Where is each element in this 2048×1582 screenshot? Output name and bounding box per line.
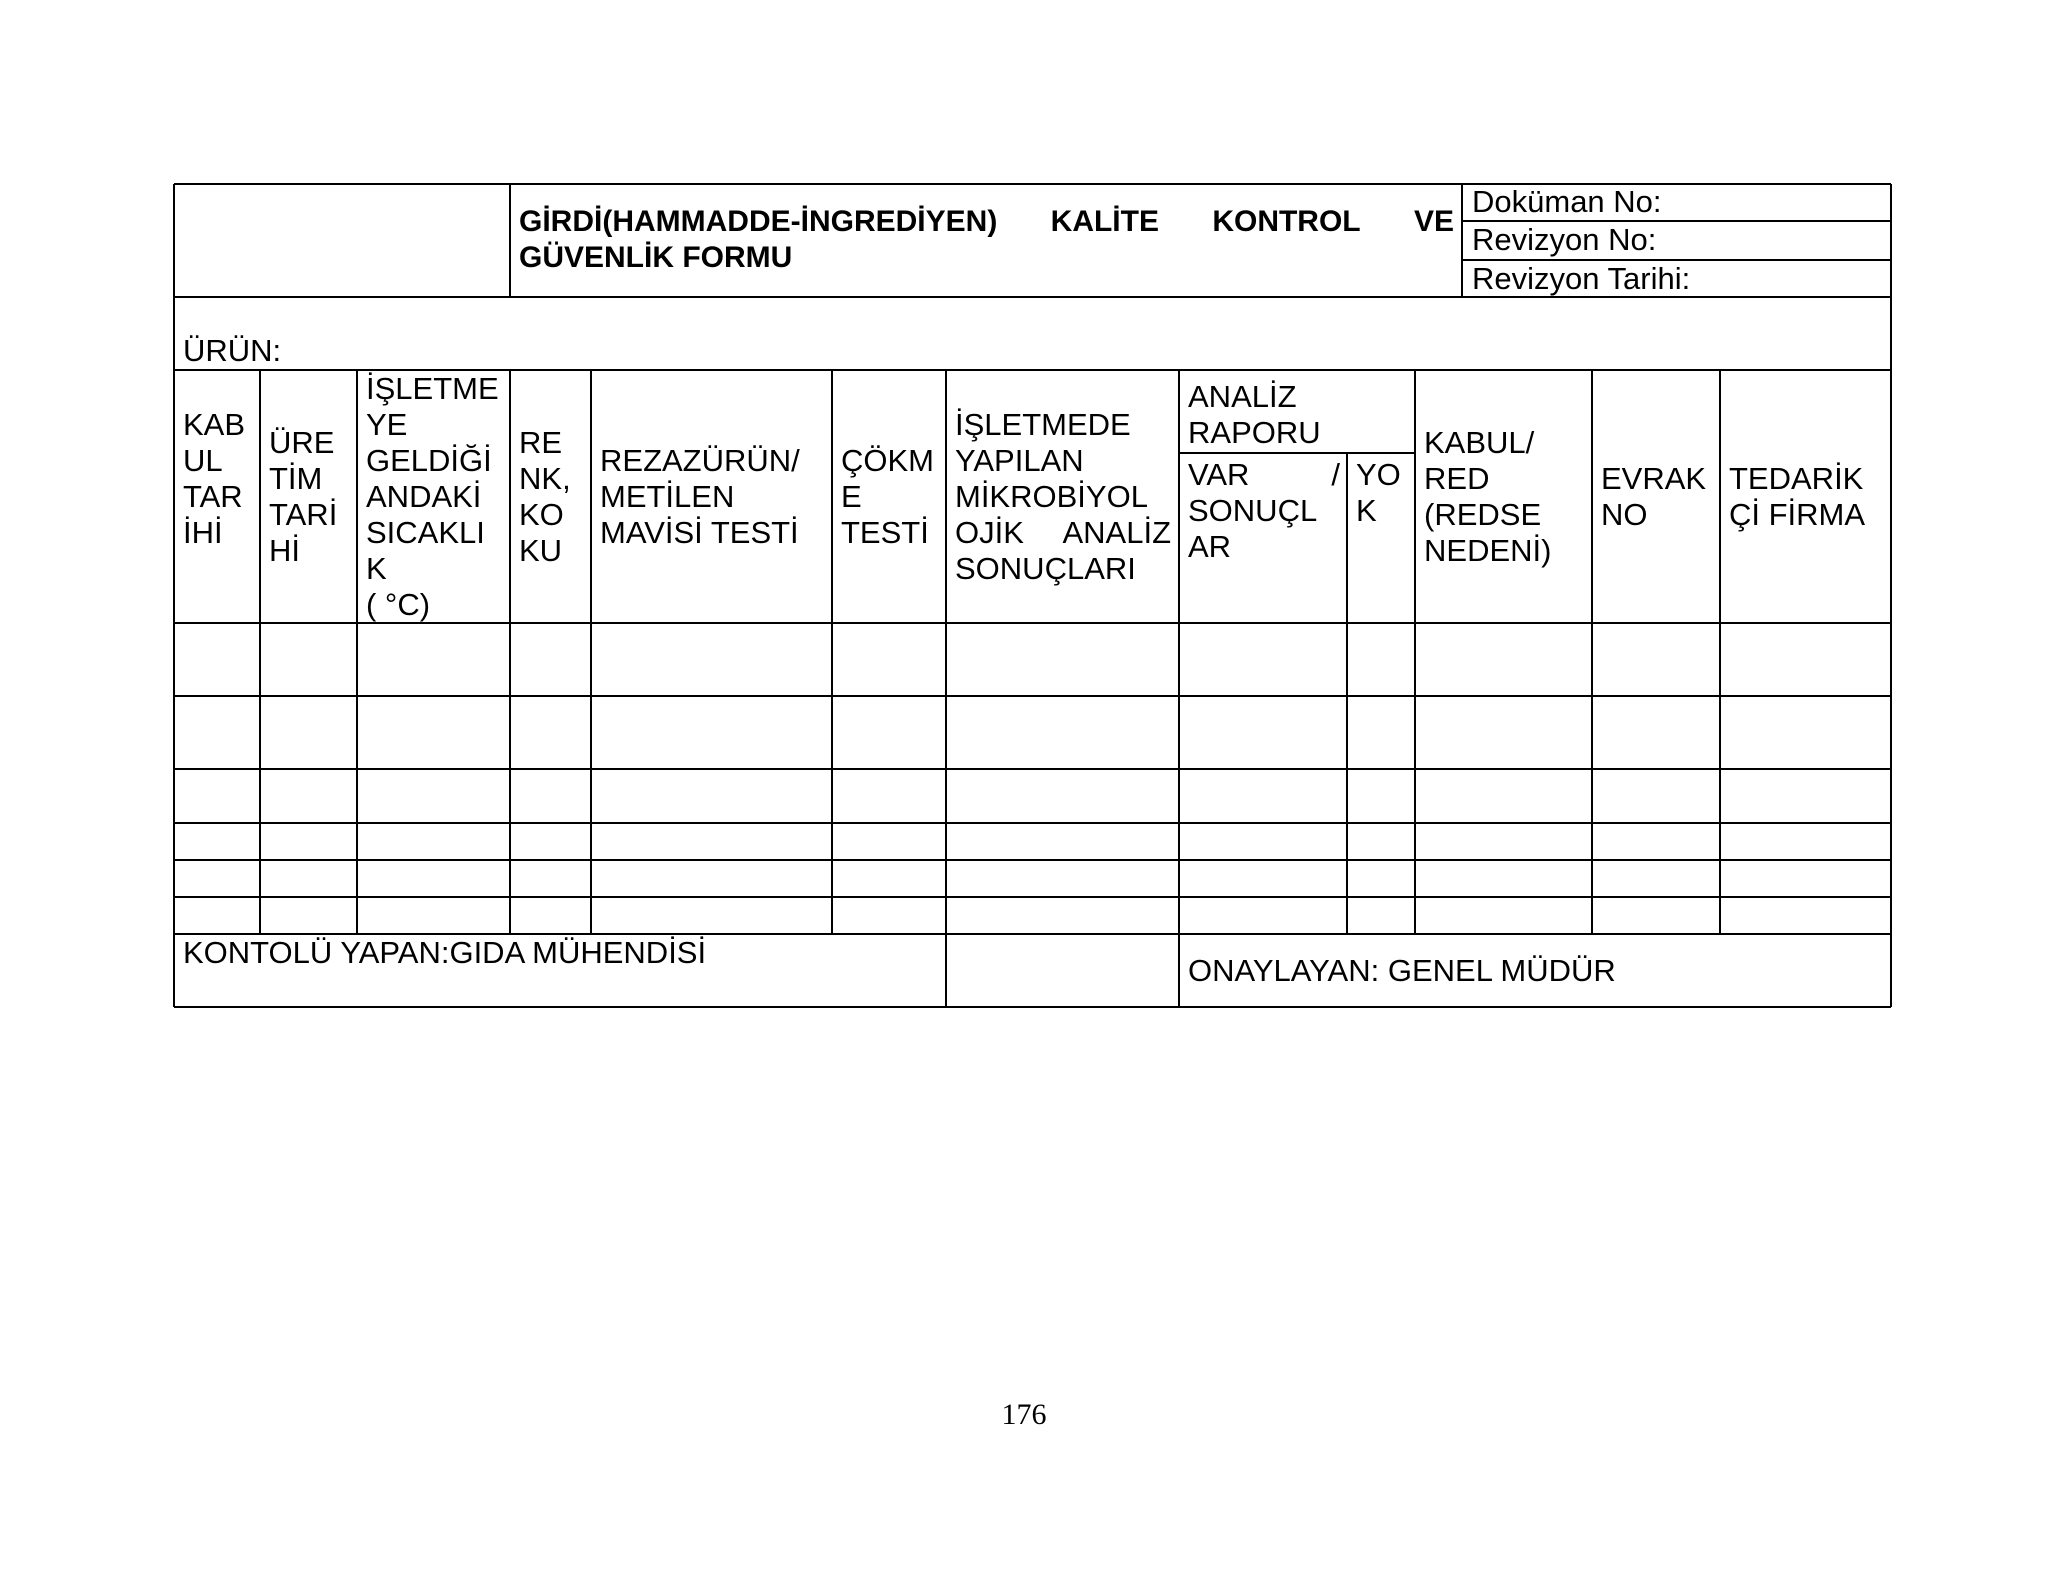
header-line: GELDİĞİ	[366, 443, 492, 478]
header-line: ANALİZ	[1188, 379, 1297, 414]
header-line: SONUÇLARI	[955, 551, 1136, 586]
product-label: ÜRÜN:	[183, 333, 282, 368]
header-line: NO	[1601, 497, 1648, 532]
header-word: OJİK	[955, 515, 1024, 550]
header-line: TESTİ	[841, 515, 929, 550]
approver-label: ONAYLAYAN: GENEL MÜDÜR	[1188, 953, 1616, 988]
header-line	[1188, 457, 1340, 493]
header-line: RE	[519, 425, 563, 460]
header-line: SONUÇL	[1188, 493, 1318, 528]
header-line: METİLEN	[600, 479, 735, 514]
header-line: ÜRE	[269, 425, 335, 460]
title-part: GİRDİ(HAMMADDE-İNGREDİYEN)	[519, 205, 998, 238]
header-line: MAVİSİ TESTİ	[600, 515, 799, 550]
page-number: 176	[1001, 1398, 1047, 1431]
header-line: E	[841, 479, 862, 514]
title-part: VE	[1413, 205, 1454, 238]
header-line: İHİ	[183, 515, 223, 550]
header-line: TARİ	[269, 497, 338, 532]
header-line: KO	[519, 497, 564, 532]
header-line: TAR	[183, 479, 243, 514]
header-line: ÇÖKM	[841, 443, 934, 478]
title-part: KALİTE	[1050, 205, 1159, 238]
header-line: KU	[519, 533, 563, 568]
title-part: KONTROL	[1212, 205, 1361, 238]
header-line: K	[366, 551, 387, 586]
header-line: TİM	[269, 461, 323, 496]
doc-no-label: Doküman No:	[1472, 184, 1662, 219]
header-line: İŞLETMEDE	[955, 407, 1131, 442]
header-line: ANDAKİ	[366, 479, 482, 514]
header-line: RAPORU	[1188, 415, 1321, 450]
header-line: REZAZÜRÜN/	[600, 443, 800, 478]
revision-no-label: Revizyon No:	[1472, 222, 1657, 257]
header-line: NK,	[519, 461, 571, 496]
header-line: TEDARİK	[1729, 461, 1864, 496]
header-line: ( °C)	[366, 587, 431, 622]
header-line: EVRAK	[1601, 461, 1707, 496]
header-line: YE	[366, 407, 408, 442]
header-line: MİKROBİYOL	[955, 479, 1148, 514]
header-line: NEDENİ)	[1424, 533, 1552, 568]
header-line: AR	[1188, 529, 1232, 564]
header-line: İŞLETME	[366, 371, 499, 406]
controller-label: KONTOLÜ YAPAN:GIDA MÜHENDİSİ	[183, 935, 707, 970]
header-line: KAB	[183, 407, 246, 442]
header-line: RED	[1424, 461, 1490, 496]
header-line: Hİ	[269, 533, 300, 568]
form-title-line1	[519, 204, 1454, 240]
header-line	[955, 515, 1171, 551]
header-line: K	[1356, 493, 1377, 528]
header-line: UL	[183, 443, 223, 478]
form-title-line2: GÜVENLİK FORMU	[519, 241, 793, 274]
header-line: SICAKLI	[366, 515, 485, 550]
header-line: (REDSE	[1424, 497, 1542, 532]
header-word: /	[1331, 457, 1340, 492]
header-line: Çİ FİRMA	[1729, 497, 1866, 532]
revision-date-label: Revizyon Tarihi:	[1472, 261, 1691, 296]
header-line: YAPILAN	[955, 443, 1084, 478]
header-line: KABUL/	[1424, 425, 1535, 460]
header-word: VAR	[1188, 457, 1250, 492]
header-line: YO	[1356, 457, 1401, 492]
header-word: ANALİZ	[1062, 515, 1171, 550]
